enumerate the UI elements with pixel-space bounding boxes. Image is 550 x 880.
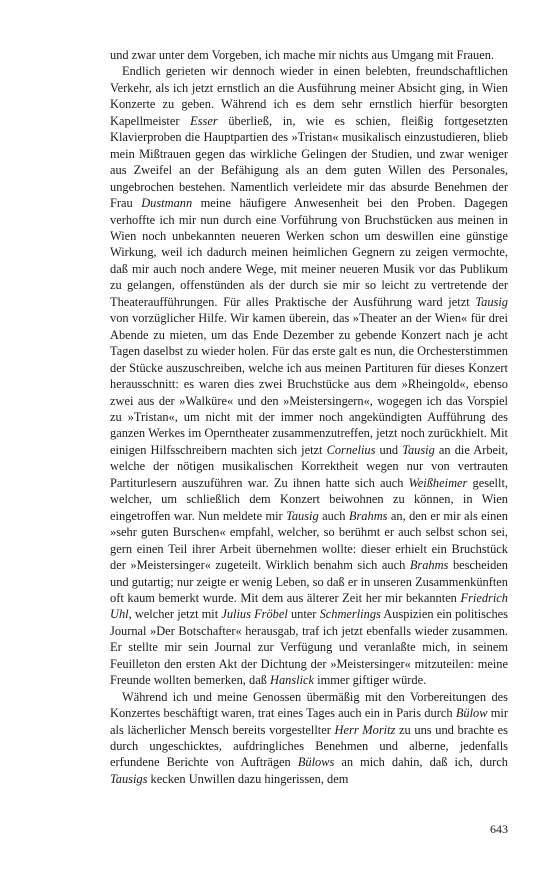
italic-name: Tausigs xyxy=(110,771,148,786)
text-run: auch xyxy=(318,508,349,523)
text-run: zu uns und brachte es durch ungeschicktes, aufdringliches Benehmen und alberne, jedenfalls erfundene Berichte von Aufträgen xyxy=(110,722,508,770)
text-run: an, den er mir als einen »sehr guten Burschen« empfahl, welcher, so berühmt er auch selbst schon sei, gern einen Teil ihrer Arbeit übernehmen wollte: dieser erhielt ein Bruchstück der »Meistersinger« zugeteilt. Wirklich benahm sich auch xyxy=(110,508,508,573)
text-run: und xyxy=(375,442,403,457)
italic-name: Herr Moritz xyxy=(334,722,396,737)
text-run: und zwar unter dem Vorgeben, ich mache mir nichts aus Umgang mit Frauen. xyxy=(110,48,495,62)
italic-name: Brahms xyxy=(348,508,388,523)
italic-name: Weißheimer xyxy=(408,475,468,490)
page-number: 643 xyxy=(490,822,508,836)
book-page-text xyxy=(110,47,508,787)
italic-name: Cornelius xyxy=(326,442,376,457)
text-run: meine häufigere Anwesenheit bei den Proben. Dagegen verhoffte ich mir nun durch eine Vorführung von Bruchstücken aus meinen in Wien noch unbekannten neueren Werken schon um deswillen eine günstige Wirkung, weil ich dadurch meinen heimlichen Gegnern zu zeigen vermochte, daß mir auch noch andere Wege, mit meiner neueren Musik vor das Publikum zu gelangen, offenstünden als der durch sie mir so leicht zu vertretende der Theateraufführungen. Für alles Praktische der Ausführung ward jetzt xyxy=(110,196,508,309)
text-run: überließ, in, wie es schien, fleißig fortgesetzten Klavierproben die Hauptpartien des »Tristan« musikalisch einzustudieren, blieb mein Mißtrauen gegen das wirkliche Gelingen der Studien, und zwar weniger aus Zweifel an der Befähigung als an dem guten Willen des Personales, ungebrochen bestehen. Namentlich verleidete mir das absurde Benehmen der Frau xyxy=(110,113,508,211)
italic-name: Bülows xyxy=(297,755,335,770)
text-run: unter xyxy=(287,607,320,622)
text-run: , welcher jetzt mit xyxy=(128,607,222,622)
italic-name: Tausig xyxy=(286,508,319,523)
text-run: mir als lächerlicher Mensch bereits vorgestellter xyxy=(110,706,509,737)
italic-name: Tausig xyxy=(475,294,508,309)
text-run: an die Arbeit, welche der nötigen musikalischen Korrektheit wegen nur von vertrauten Partiturlesern auszuführen war. Zu ihnen hatte sich auch xyxy=(110,442,508,490)
italic-name: Dustmann xyxy=(141,196,193,211)
text-run: von vorzüglicher Hilfe. Wir kamen überein, das »Theater an der Wien« für drei Abende zu mieten, um das Ende Dezember zu gebende Konzert nach je acht Tagen daselbst zu wieder holen. Für das erste galt es nun, die Orchesterstimmen der Stücke auszuschreiben, welche ich aus meinen Partituren für dieses Konzert herausschnitt: es waren dies zwei Bruchstücke aus dem »Rheingold«, ebenso zwei aus der »Walküre« und den »Meistersingern«, wogegen ich das Vorspiel zu »Tristan«, um nicht mit der immer noch angekündigten Aufführung des ganzen Werkes im Operntheater zusammenzutreffen, jetzt noch zurückhielt. Mit einigen Hilfsschreibern machten sich jetzt xyxy=(110,311,508,457)
italic-name: Julius Fröbel xyxy=(221,607,288,622)
italic-name: Bülow xyxy=(455,706,488,721)
text-run: Endlich gerieten wir dennoch wieder in einen belebten, freundschaftlichen Verkehr, als ich jetzt ernstlich an die Ausführung meiner Absicht ging, in Wien Konzerte zu geben. Während ich es dem sehr ernstlich hierfür besorgten Kapellmeister xyxy=(110,64,508,128)
text-run: kecken Unwillen dazu hingerissen, dem xyxy=(147,771,349,786)
text-run: Auspizien ein politisches Journal »Der Botschafter« herausgab, traf ich jetzt ebenfalls wieder zusammen. Er stellte mir sein Journal zur Verfügung und veranlaßte mich, in seinem Feuilleton den ersten Akt der Dichtung der »Meistersinger« mitzuteilen: meine Freunde wollten bemerken, daß xyxy=(110,607,508,688)
text-run: an mich dahin, daß ich, durch xyxy=(334,755,508,770)
text-run: Während ich und meine Genossen übermäßig mit den Vorbereitungen des Konzertes beschäftigt waren, trat eines Tages auch ein in Paris durch xyxy=(110,689,508,721)
italic-name: Esser xyxy=(190,113,218,128)
paragraph xyxy=(110,63,508,688)
text-run: gesellt, welcher, um schließlich dem Konzert beiwohnen zu können, in Wien eingetroffen war. Nun meldete mir xyxy=(110,475,508,523)
italic-name: Hanslick xyxy=(270,673,315,688)
italic-name: Friedrich Uhl xyxy=(110,590,508,622)
italic-name: Schmerlings xyxy=(319,607,381,622)
italic-name: Brahms xyxy=(409,558,449,573)
paragraph xyxy=(110,689,508,788)
text-run: immer giftiger würde. xyxy=(314,673,427,688)
paragraph xyxy=(110,47,508,63)
text-run: bescheiden und gutartig; nur zeigte er wenig Leben, so daß er in unseren Zusammenkünften oft kaum bemerkt wurde. Mit dem aus älterer Zeit her mir bekannten xyxy=(110,558,508,605)
italic-name: Tausig xyxy=(402,442,435,457)
